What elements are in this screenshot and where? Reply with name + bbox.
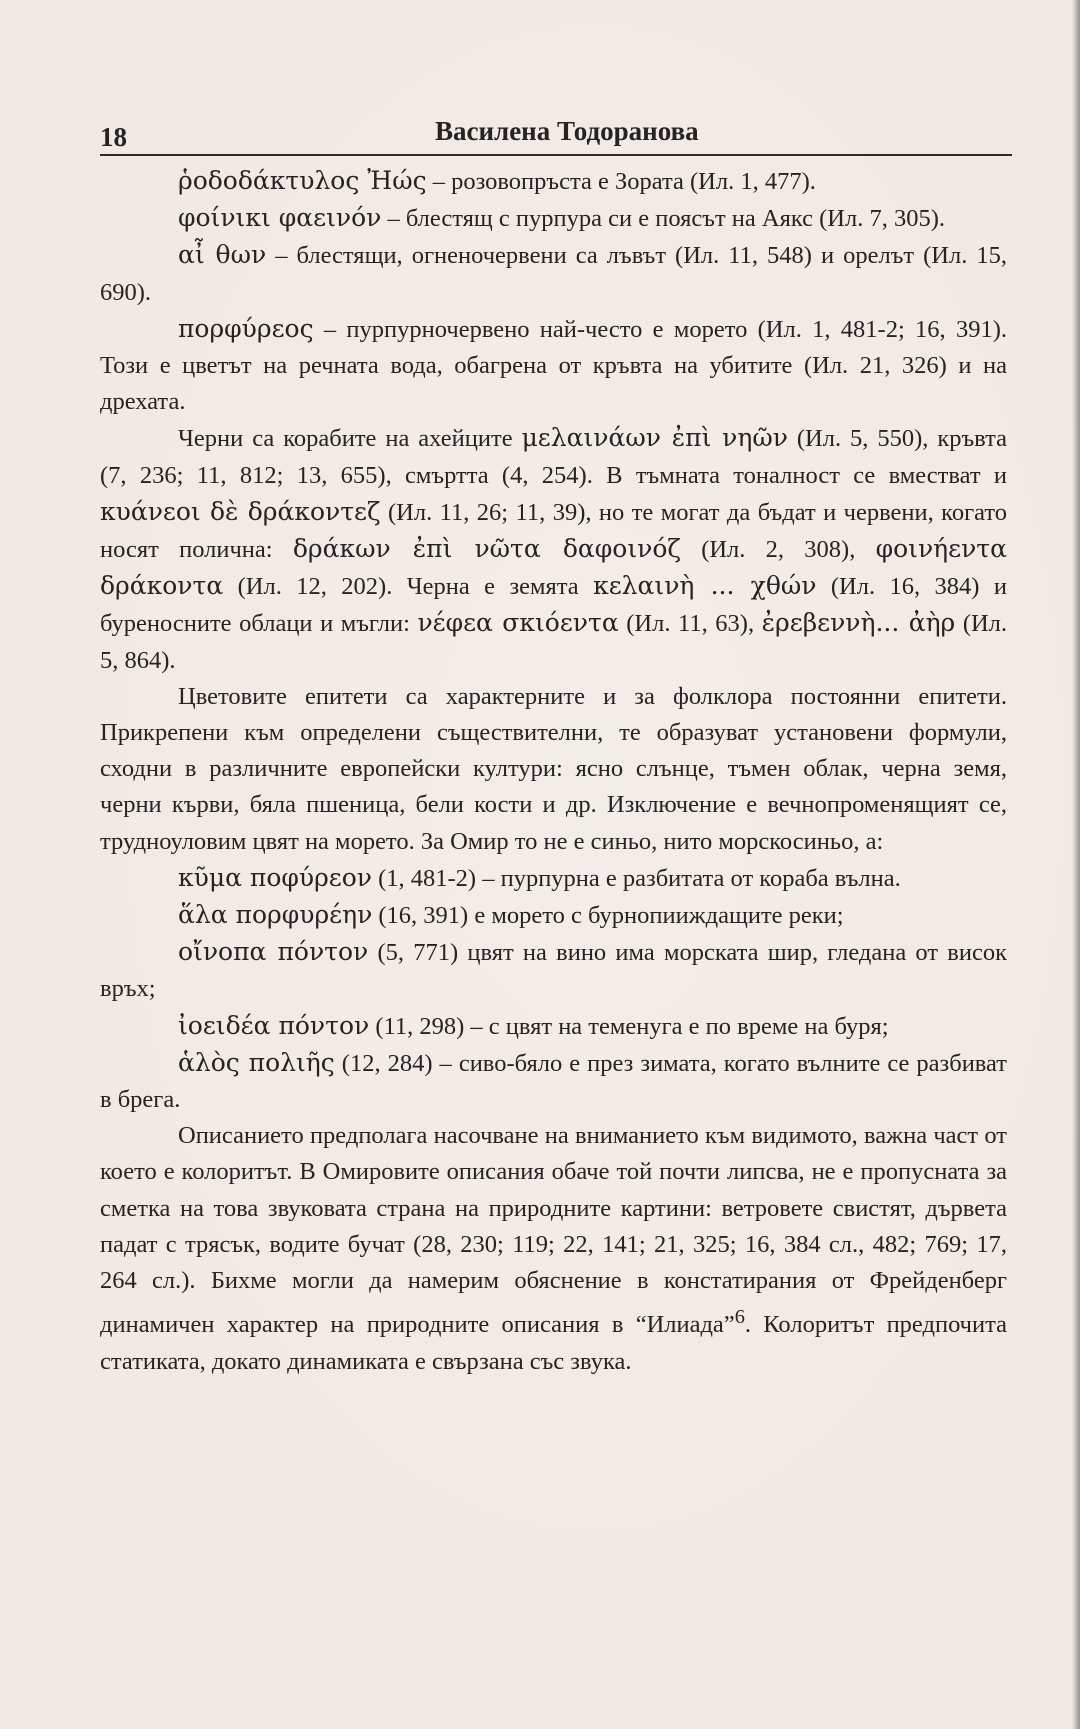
page-header [100,114,1012,156]
paragraph [100,934,1007,1007]
page-number: 18 [100,122,127,152]
page-edge-shadow [1072,0,1080,1729]
greek-phrase: κελαινὴ ... χθών [593,571,817,601]
paragraph [100,1118,1007,1380]
paragraph [100,163,1007,200]
text-run: – розовопръста е Зората (Ил. 1, 477). [426,168,816,195]
paragraph [100,679,1007,860]
body-text [100,163,1007,1380]
text-run: (Ил. 11, 26; 11, 39), но те могат да бъдат и червени, когато носят полична: [100,498,1008,564]
text-run: Черни са корабите на ахейците [178,425,522,453]
greek-phrase: αἶ θων [178,240,267,270]
paragraph [100,1008,1007,1045]
text-run: (16, 391) е морето с бурнопииждащите реки; [372,902,844,930]
text-run: (12, 284) – сиво-бяло е през зимата, когато вълните се разбиват в брега. [100,1049,1007,1114]
footnote-marker: 6 [734,1306,745,1329]
greek-phrase: δράκων ἐπὶ νῶτα δαφοινόζ [292,534,681,564]
greek-phrase: ἅλα πορφυρέην [178,900,373,930]
greek-phrase: νέφεα σκιόεντα [417,608,619,638]
greek-phrase: φοινήεντα δράκοντα [100,534,1007,601]
text-run: – блестящи, огненочервени са лъвът (Ил. 11, 548) и орелът (Ил. 15, 690). [100,242,1007,306]
greek-phrase: πορφύρεος [178,313,314,343]
greek-phrase: ἰοειδέα πόντον [178,1010,370,1040]
paragraph [100,1045,1007,1118]
greek-phrase: ἐρεβεννὴ... ἀὴρ [761,608,956,638]
running-head: Василена Тодоранова [435,116,699,146]
paragraph [100,860,1007,897]
text-run: – пурпурночервено най-често е морето (Ил. 1, 481-2; 16, 391). Този е цветът на речната вода, обагрена от кръвта на убитите (Ил. 21, 326) и на дрехата. [100,315,1007,416]
text-run: (Ил. 5, 864). [100,610,1008,674]
paragraph [100,897,1007,934]
text-run: (5, 771) цвят на вино има морската шир, гледана от висок връх; [100,939,1007,1003]
greek-phrase: οἴνοπα πόντον [178,937,369,967]
text-run: (Ил. 2, 308), [680,536,876,564]
paragraph [100,237,1007,310]
paragraph [100,200,1007,237]
text-run: (Ил. 5, 550), кръвта (7, 236; 11, 812; 13, 655), смъртта (4, 254). В тъмната тоналност се вместват и [100,425,1007,489]
text-run: . Колоритът предпочита статиката, докато динамиката е свързана със звука. [100,1311,1007,1375]
greek-phrase: φοίνικι φαεινόν [178,203,382,233]
greek-phrase: ῥοδοδάκτυλος Ἠώς [178,166,427,195]
text-run: Описанието предполага насочване на вниманието към видимото, важна част от което е колоритът. В Омировите описания обаче той почти липсва, не е пропусната за сметка на това звуковата страна на природните картини: ветровете свистят, дървета падат с трясък, водите бучат (28, 230; 119; 22, 141; 21, 325; 16, 384 сл., 482; 769; 17, 264 сл.). Бихме могли да намерим обяснение в констатирания от Фрейденберг динамичен характер на природните описания в “Илиада” [100,1122,1007,1339]
paragraph [100,420,1007,678]
greek-phrase: ἁλὸς πολιῆς [178,1047,335,1077]
text-run: (Ил. 11, 63), [618,610,762,638]
text-run: – блестящ с пурпура си е поясът на Аякс (Ил. 7, 305). [381,205,946,233]
paragraph [100,311,1007,421]
text-run: (1, 481-2) – пурпурна е разбитата от кораба вълна. [371,864,901,892]
greek-phrase: κυάνεοι δὲ δράκοντεζ [100,496,381,526]
text-run: (Ил. 12, 202). Черна е земята [223,573,594,601]
greek-phrase: κῦμα ποφύρεον [178,862,372,892]
text-run: Цветовите епитети са характерните и за фолклора постоянни епитети. Прикрепени към определени съществителни, те образуват установени формули, сходни в различните европейски култури: ясно слънце, тъмен облак, черна земя, черни кърви, бяла пшеница, бели кости и др. Изключение е вечнопроменящият се, трудноуловим цвят на морето. За Омир то не е синьо, нито морскосиньо, а: [100,682,1007,855]
text-run: (Ил. 16, 384) и буреносните облаци и мъгли: [100,573,1007,638]
greek-phrase: μελαινάων ἐπὶ νηῶν [521,423,788,453]
text-run: (11, 298) – с цвят на теменуга е по време на буря; [369,1012,889,1040]
